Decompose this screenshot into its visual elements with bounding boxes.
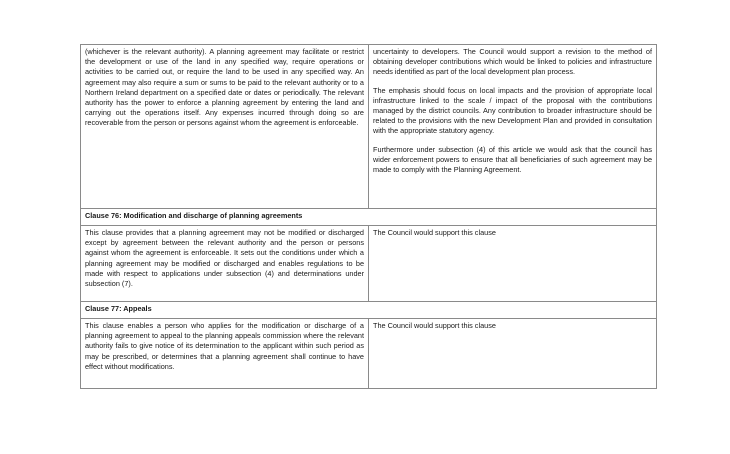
clause-77-heading: Clause 77: Appeals xyxy=(81,302,657,319)
clause-76-heading: Clause 76: Modification and discharge of planning agreements xyxy=(81,209,657,226)
response-paragraph: The emphasis should focus on local impacts and the provision of appropriate local infrastructure linked to the scale / impact of the proposal with the contributions managed by the district councils. Any contribution to broader infrastructure should be related to the provisions with the new Development Plan and provided in consultation with the appropriate statutory agency. xyxy=(373,85,652,136)
table-row xyxy=(81,209,657,226)
table-row xyxy=(81,302,657,319)
response-paragraph: Furthermore under subsection (4) of this article we would ask that the council has wider enforcement powers to ensure that all beneficiaries of such agreement may be made to comply with the Planning Agreement. xyxy=(373,144,652,175)
clause-description-cell: This clause provides that a planning agreement may not be modified or discharged except by agreement between the relevant authority and the person or persons against whom the agreement is enforceable. It sets out the conditions under which a planning agreement may be modified or discharged and enables regulations to be made with respect to applications under subsection (4) and determinations under subsection (7). xyxy=(81,226,369,302)
clause-description-cell: (whichever is the relevant authority). A planning agreement may facilitate or restrict the development or use of the land in any specified way, require operations or activities to be carried out, or require the land to be used in any specified way. An agreement may also require a sum or sums to be paid to the relevant authority or to a Northern Ireland department on a specified date or dates or periodically. The relevant authority has the power to enforce a planning agreement by entering the land and carrying out the operations itself. Any expenses incurred through doing so are recoverable from the person or persons against whom the agreement is enforceable. xyxy=(81,45,369,209)
clause-description-cell: This clause enables a person who applies for the modification or discharge of a planning agreement to appeal to the planning appeals commission where the relevant authority fails to give notice of its determination to the applicant within such period as may be prescribed, or determines that a planning agreement shall continue to have effect without modifications. xyxy=(81,319,369,389)
council-response-cell: The Council would support this clause xyxy=(369,226,657,302)
council-response-cell xyxy=(369,45,657,209)
council-response-cell: The Council would support this clause xyxy=(369,319,657,389)
table-row xyxy=(81,45,657,209)
response-paragraph: uncertainty to developers. The Council would support a revision to the method of obtaining developer contributions which would be linked to policies and infrastructure needs identified as part of the local development plan process. xyxy=(373,47,652,77)
table-row xyxy=(81,226,657,302)
clauses-table xyxy=(80,44,657,389)
table-row xyxy=(81,319,657,389)
